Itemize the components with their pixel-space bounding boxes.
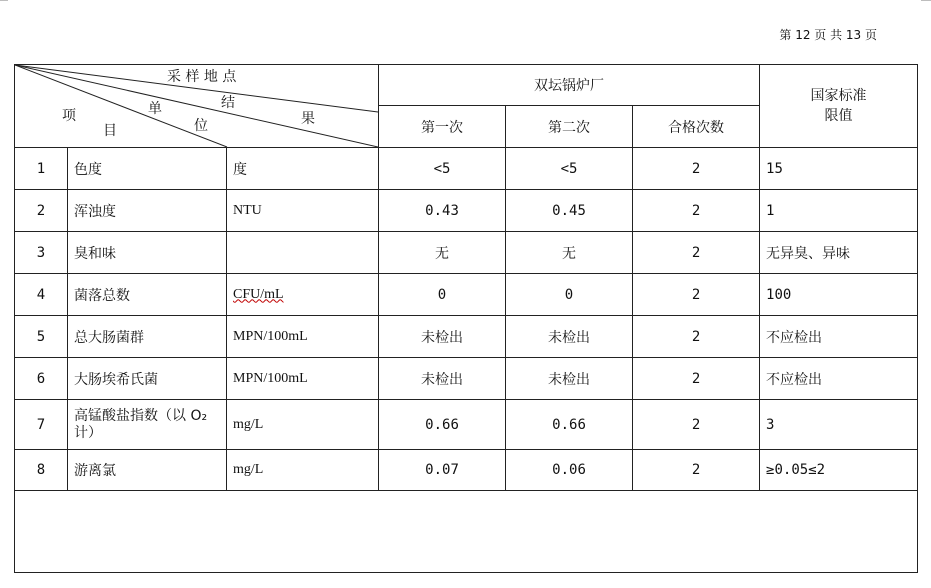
- item-name: 浑浊度: [68, 190, 227, 232]
- pass-count: 2: [633, 316, 760, 358]
- standard-limit: 不应检出: [760, 358, 918, 400]
- first-result: 未检出: [379, 316, 506, 358]
- standard-limit: 100: [760, 274, 918, 316]
- standard-limit: 无异臭、异味: [760, 232, 918, 274]
- item-name: 总大肠菌群: [68, 316, 227, 358]
- pass-count: 2: [633, 190, 760, 232]
- first-result: 未检出: [379, 358, 506, 400]
- first-result: 0.43: [379, 190, 506, 232]
- pass-count: 2: [633, 358, 760, 400]
- page-corner-mark-left: [0, 0, 8, 1]
- page-number: 第 12 页 共 13 页: [779, 28, 877, 42]
- first-result: 无: [379, 232, 506, 274]
- table-row: [15, 400, 918, 450]
- national-standard-line1: 国家标准: [810, 88, 867, 104]
- table-row: [15, 190, 918, 232]
- second-result: <5: [506, 148, 633, 190]
- unit: [227, 274, 379, 316]
- second-result: 未检出: [506, 358, 633, 400]
- second-result: 无: [506, 232, 633, 274]
- unit: NTU: [227, 190, 379, 232]
- standard-limit: 不应检出: [760, 316, 918, 358]
- pass-count-header: 合格次数: [633, 106, 760, 148]
- table-row: [15, 232, 918, 274]
- diag-label-unit-1: 单: [148, 101, 162, 117]
- diag-label-result-2: 果: [301, 111, 315, 127]
- item-name: 游离氯: [68, 450, 227, 491]
- row-number: 8: [15, 450, 68, 491]
- table-row: [15, 358, 918, 400]
- pass-count: 2: [633, 232, 760, 274]
- row-number: 2: [15, 190, 68, 232]
- item-name: 大肠埃希氏菌: [68, 358, 227, 400]
- diagonal-header-cell: [15, 65, 379, 148]
- unit: 度: [227, 148, 379, 190]
- diag-label-sampling-site: 采 样 地 点: [167, 69, 237, 85]
- national-standard-line2: 限值: [824, 108, 853, 124]
- unit-text: CFU/mL: [233, 286, 284, 302]
- first-result: <5: [379, 148, 506, 190]
- second-result: 0.66: [506, 400, 633, 450]
- first-test-header: 第一次: [379, 106, 506, 148]
- second-result: 未检出: [506, 316, 633, 358]
- first-result: 0: [379, 274, 506, 316]
- table-row: [15, 450, 918, 491]
- second-result: 0.06: [506, 450, 633, 491]
- second-result: 0.45: [506, 190, 633, 232]
- page-corner-mark-right: [921, 0, 931, 1]
- standard-limit: 15: [760, 148, 918, 190]
- item-name: 臭和味: [68, 232, 227, 274]
- table-row: [15, 148, 918, 190]
- diag-label-item-2: 目: [103, 123, 117, 139]
- first-result: 0.07: [379, 450, 506, 491]
- unit: [227, 232, 379, 274]
- table-row: [15, 274, 918, 316]
- diag-label-item-1: 项: [62, 108, 76, 124]
- item-name: 色度: [68, 148, 227, 190]
- row-number: 7: [15, 400, 68, 450]
- unit: mg/L: [227, 450, 379, 491]
- site-header: 双坛锅炉厂: [379, 65, 760, 106]
- header-row-1: [15, 65, 918, 106]
- standard-limit: 1: [760, 190, 918, 232]
- row-number: 5: [15, 316, 68, 358]
- diag-label-unit-2: 位: [194, 118, 208, 134]
- second-result: 0: [506, 274, 633, 316]
- second-test-header: 第二次: [506, 106, 633, 148]
- blank-notes-cell: [15, 491, 918, 573]
- water-quality-table: [14, 64, 918, 573]
- unit: MPN/100mL: [227, 358, 379, 400]
- table-row: [15, 316, 918, 358]
- diag-label-result-1: 结: [221, 95, 235, 111]
- pass-count: 2: [633, 274, 760, 316]
- unit: mg/L: [227, 400, 379, 450]
- blank-notes-row: [15, 491, 918, 573]
- row-number: 4: [15, 274, 68, 316]
- item-name: 菌落总数: [68, 274, 227, 316]
- row-number: 3: [15, 232, 68, 274]
- national-standard-header: [760, 65, 918, 148]
- pass-count: 2: [633, 148, 760, 190]
- standard-limit: 3: [760, 400, 918, 450]
- pass-count: 2: [633, 400, 760, 450]
- first-result: 0.66: [379, 400, 506, 450]
- pass-count: 2: [633, 450, 760, 491]
- row-number: 1: [15, 148, 68, 190]
- standard-limit: ≥0.05≤2: [760, 450, 918, 491]
- item-name: 高锰酸盐指数（以 O₂ 计）: [68, 400, 227, 450]
- row-number: 6: [15, 358, 68, 400]
- unit: MPN/100mL: [227, 316, 379, 358]
